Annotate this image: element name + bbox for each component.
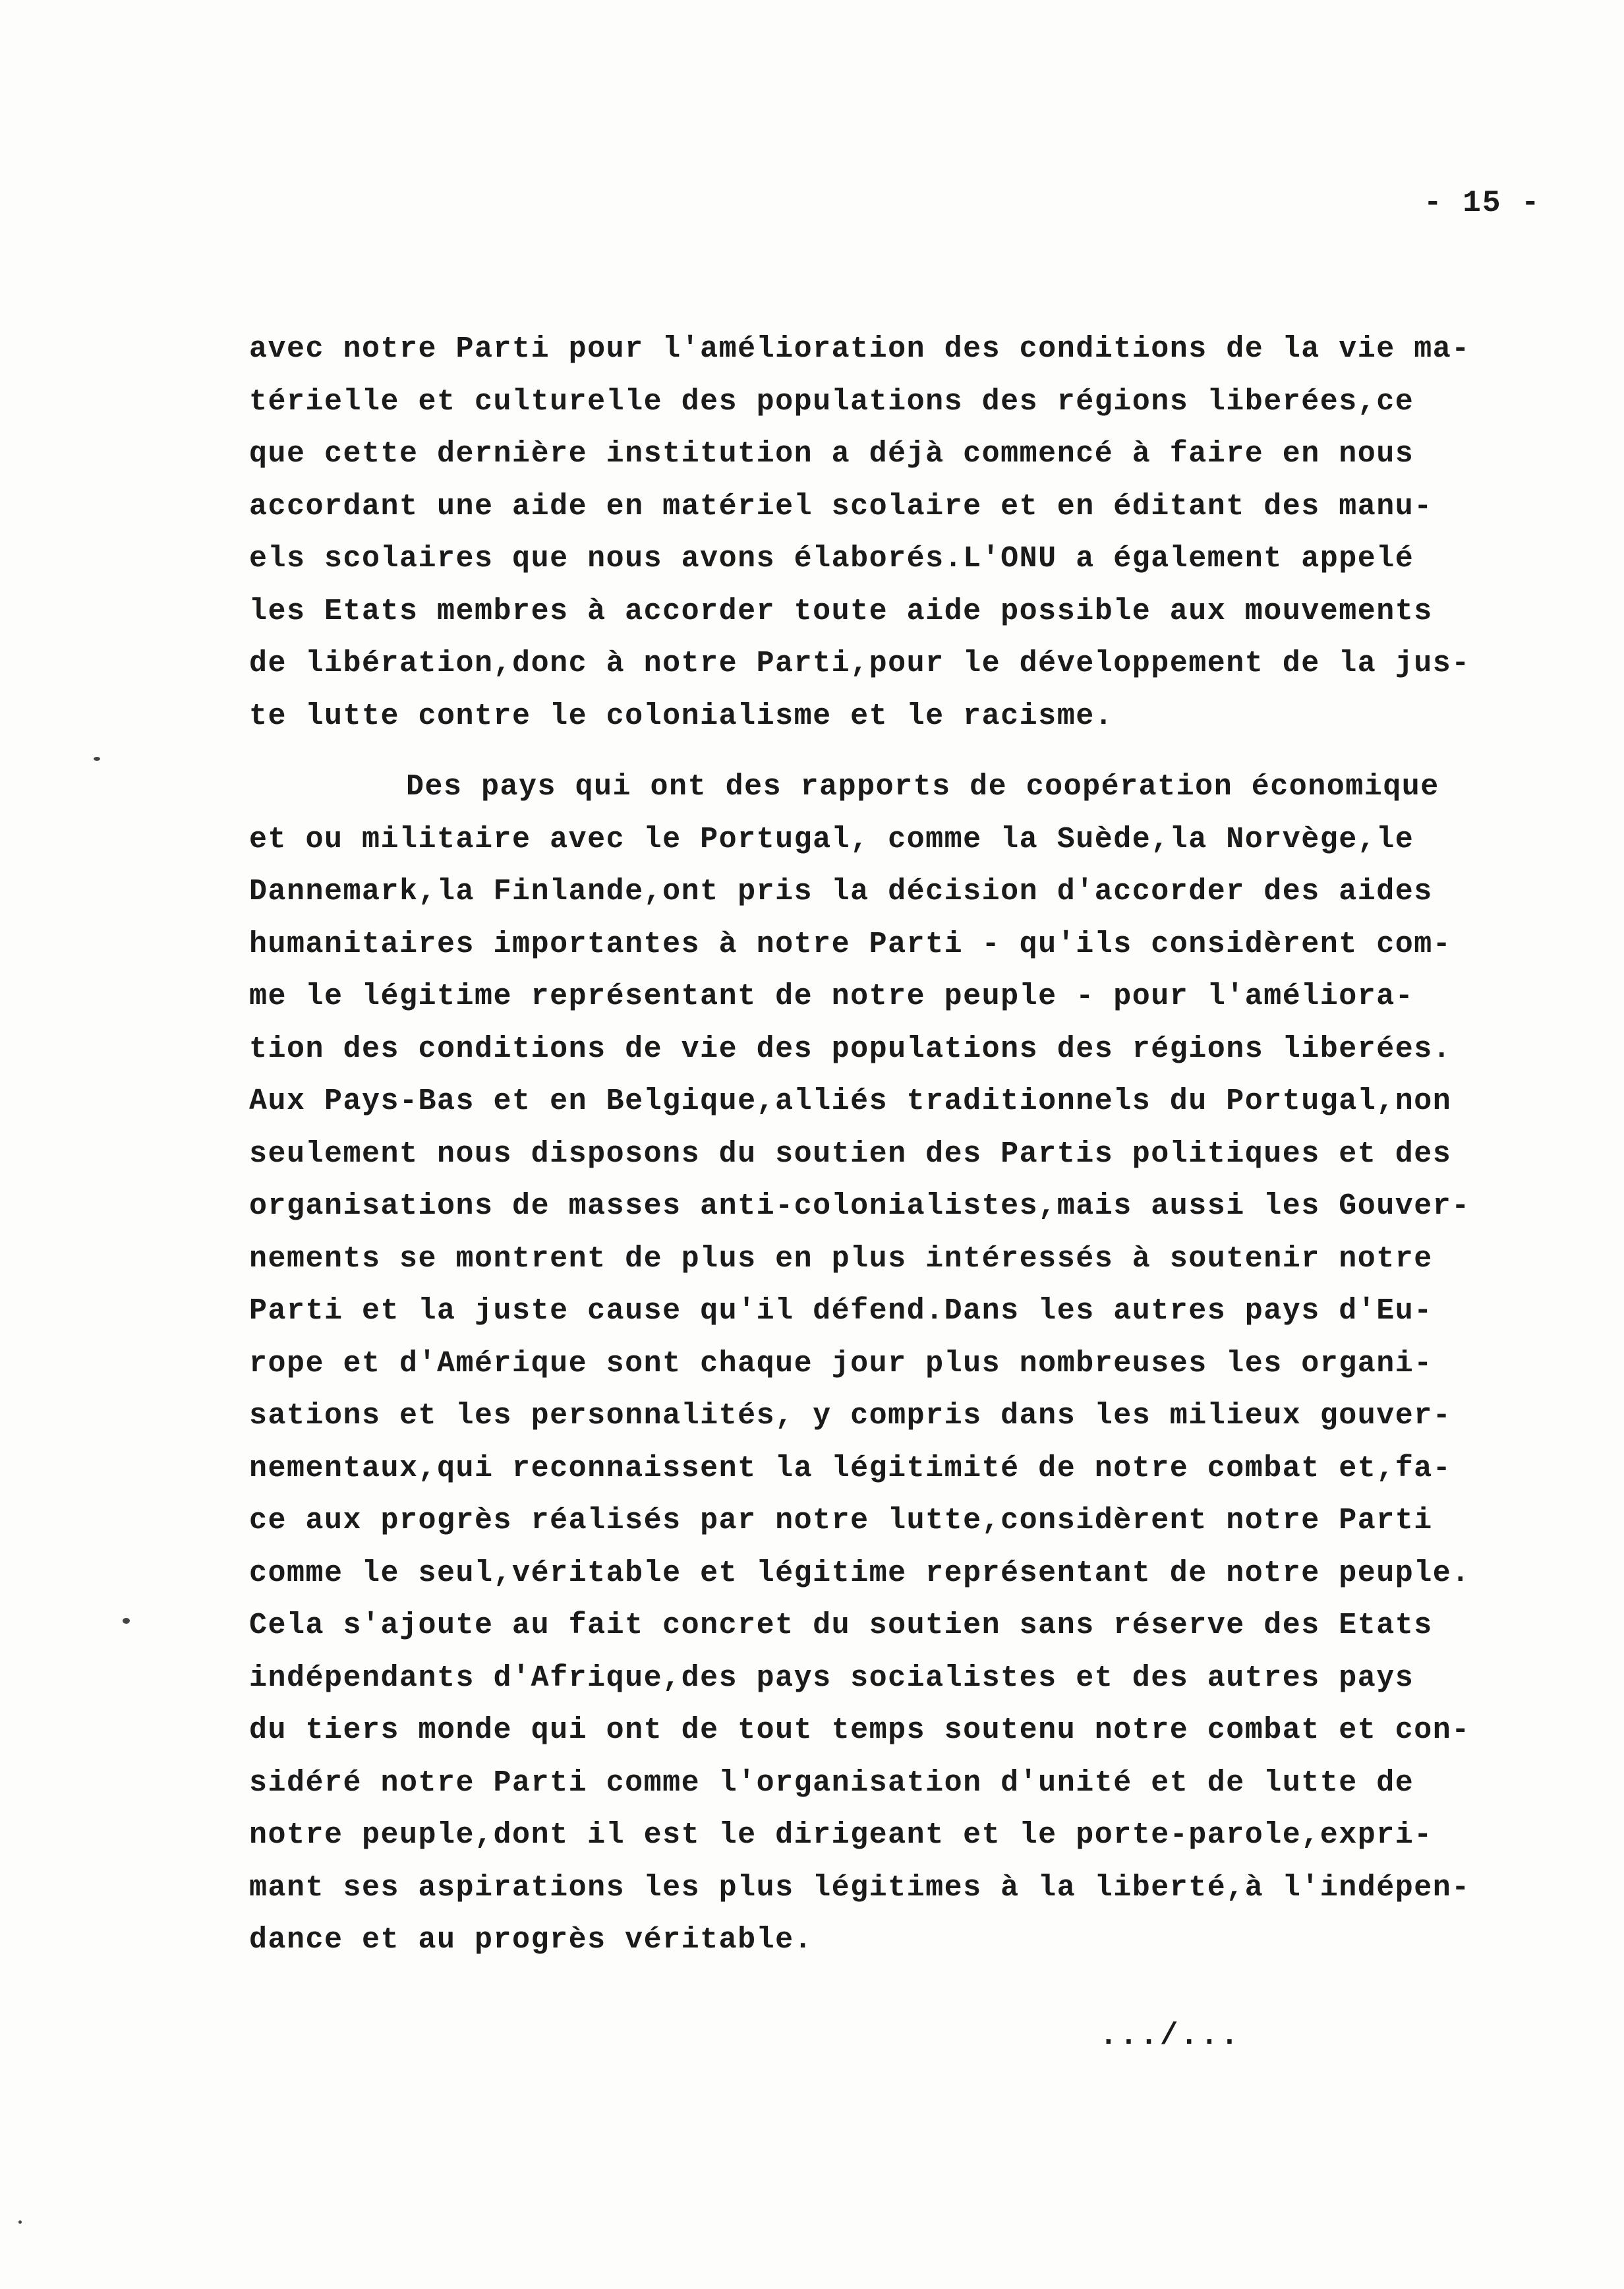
text-line: térielle et culturelle des populations des régions liberées,ce	[249, 384, 1414, 419]
text-line: sations et les personnalités, y compris dans les milieux gouver-	[249, 1399, 1452, 1433]
text-line: tion des conditions de vie des populations des régions liberées.	[249, 1032, 1452, 1066]
text-line: avec notre Parti pour l'amélioration des conditions de la vie ma-	[249, 332, 1470, 366]
text-line: accordant une aide en matériel scolaire et en éditant des manu-	[249, 489, 1433, 523]
text-line: indépendants d'Afrique,des pays socialistes et des autres pays	[249, 1661, 1414, 1695]
text-line: et ou militaire avec le Portugal, comme la Suède,la Norvège,le	[249, 822, 1414, 856]
text-line: notre peuple,dont il est le dirigeant et le porte-parole,expri-	[249, 1818, 1433, 1852]
text-line: sidéré notre Parti comme l'organisation d'unité et de lutte de	[249, 1766, 1414, 1800]
body-text	[249, 323, 1541, 1967]
continuation-mark: .../...	[1099, 2019, 1241, 2053]
text-line: rope et d'Amérique sont chaque jour plus nombreuses les organi-	[249, 1346, 1433, 1381]
paragraph-2	[249, 761, 1541, 1967]
scan-speck	[18, 2220, 22, 2224]
paragraph-1	[249, 323, 1541, 742]
text-line: que cette dernière institution a déjà commencé à faire en nous	[249, 437, 1414, 471]
text-line: ce aux progrès réalisés par notre lutte,considèrent notre Parti	[249, 1504, 1433, 1537]
text-line: Dannemark,la Finlande,ont pris la décision d'accorder des aides	[249, 875, 1433, 908]
scan-speck	[94, 757, 100, 761]
text-line: Aux Pays-Bas et en Belgique,alliés traditionnels du Portugal,non	[249, 1085, 1452, 1118]
page-number: - 15 -	[1424, 186, 1541, 220]
text-line: Cela s'ajoute au fait concret du soutien sans réserve des Etats	[249, 1609, 1433, 1642]
text-line: organisations de masses anti-colonialistes,mais aussi les Gouver-	[249, 1189, 1470, 1223]
text-line: humanitaires importantes à notre Parti - qu'ils considèrent com-	[249, 927, 1452, 961]
text-line: de libération,donc à notre Parti,pour le développement de la jus-	[249, 647, 1470, 680]
text-line: Des pays qui ont des rapports de coopération économique	[406, 770, 1439, 804]
text-line: du tiers monde qui ont de tout temps soutenu notre combat et con-	[249, 1713, 1470, 1747]
text-line: me le légitime représentant de notre peuple - pour l'améliora-	[249, 980, 1414, 1013]
text-line: les Etats membres à accorder toute aide possible aux mouvements	[249, 594, 1433, 628]
text-line: comme le seul,véritable et légitime représentant de notre peuple.	[249, 1556, 1470, 1590]
text-line: mant ses aspirations les plus légitimes à la liberté,à l'indépen-	[249, 1870, 1470, 1905]
text-line: Parti et la juste cause qu'il défend.Dans les autres pays d'Eu-	[249, 1294, 1433, 1328]
text-line: nementaux,qui reconnaissent la légitimité de notre combat et,fa-	[249, 1451, 1452, 1485]
text-line: nements se montrent de plus en plus intéressés à soutenir notre	[249, 1241, 1433, 1276]
scan-speck	[123, 1618, 130, 1624]
text-line: te lutte contre le colonialisme et le racisme.	[249, 699, 1114, 733]
text-line: els scolaires que nous avons élaborés.L'ONU a également appelé	[249, 542, 1414, 576]
text-line: seulement nous disposons du soutien des Partis politiques et des	[249, 1137, 1452, 1171]
text-line: dance et au progrès véritable.	[249, 1923, 813, 1957]
